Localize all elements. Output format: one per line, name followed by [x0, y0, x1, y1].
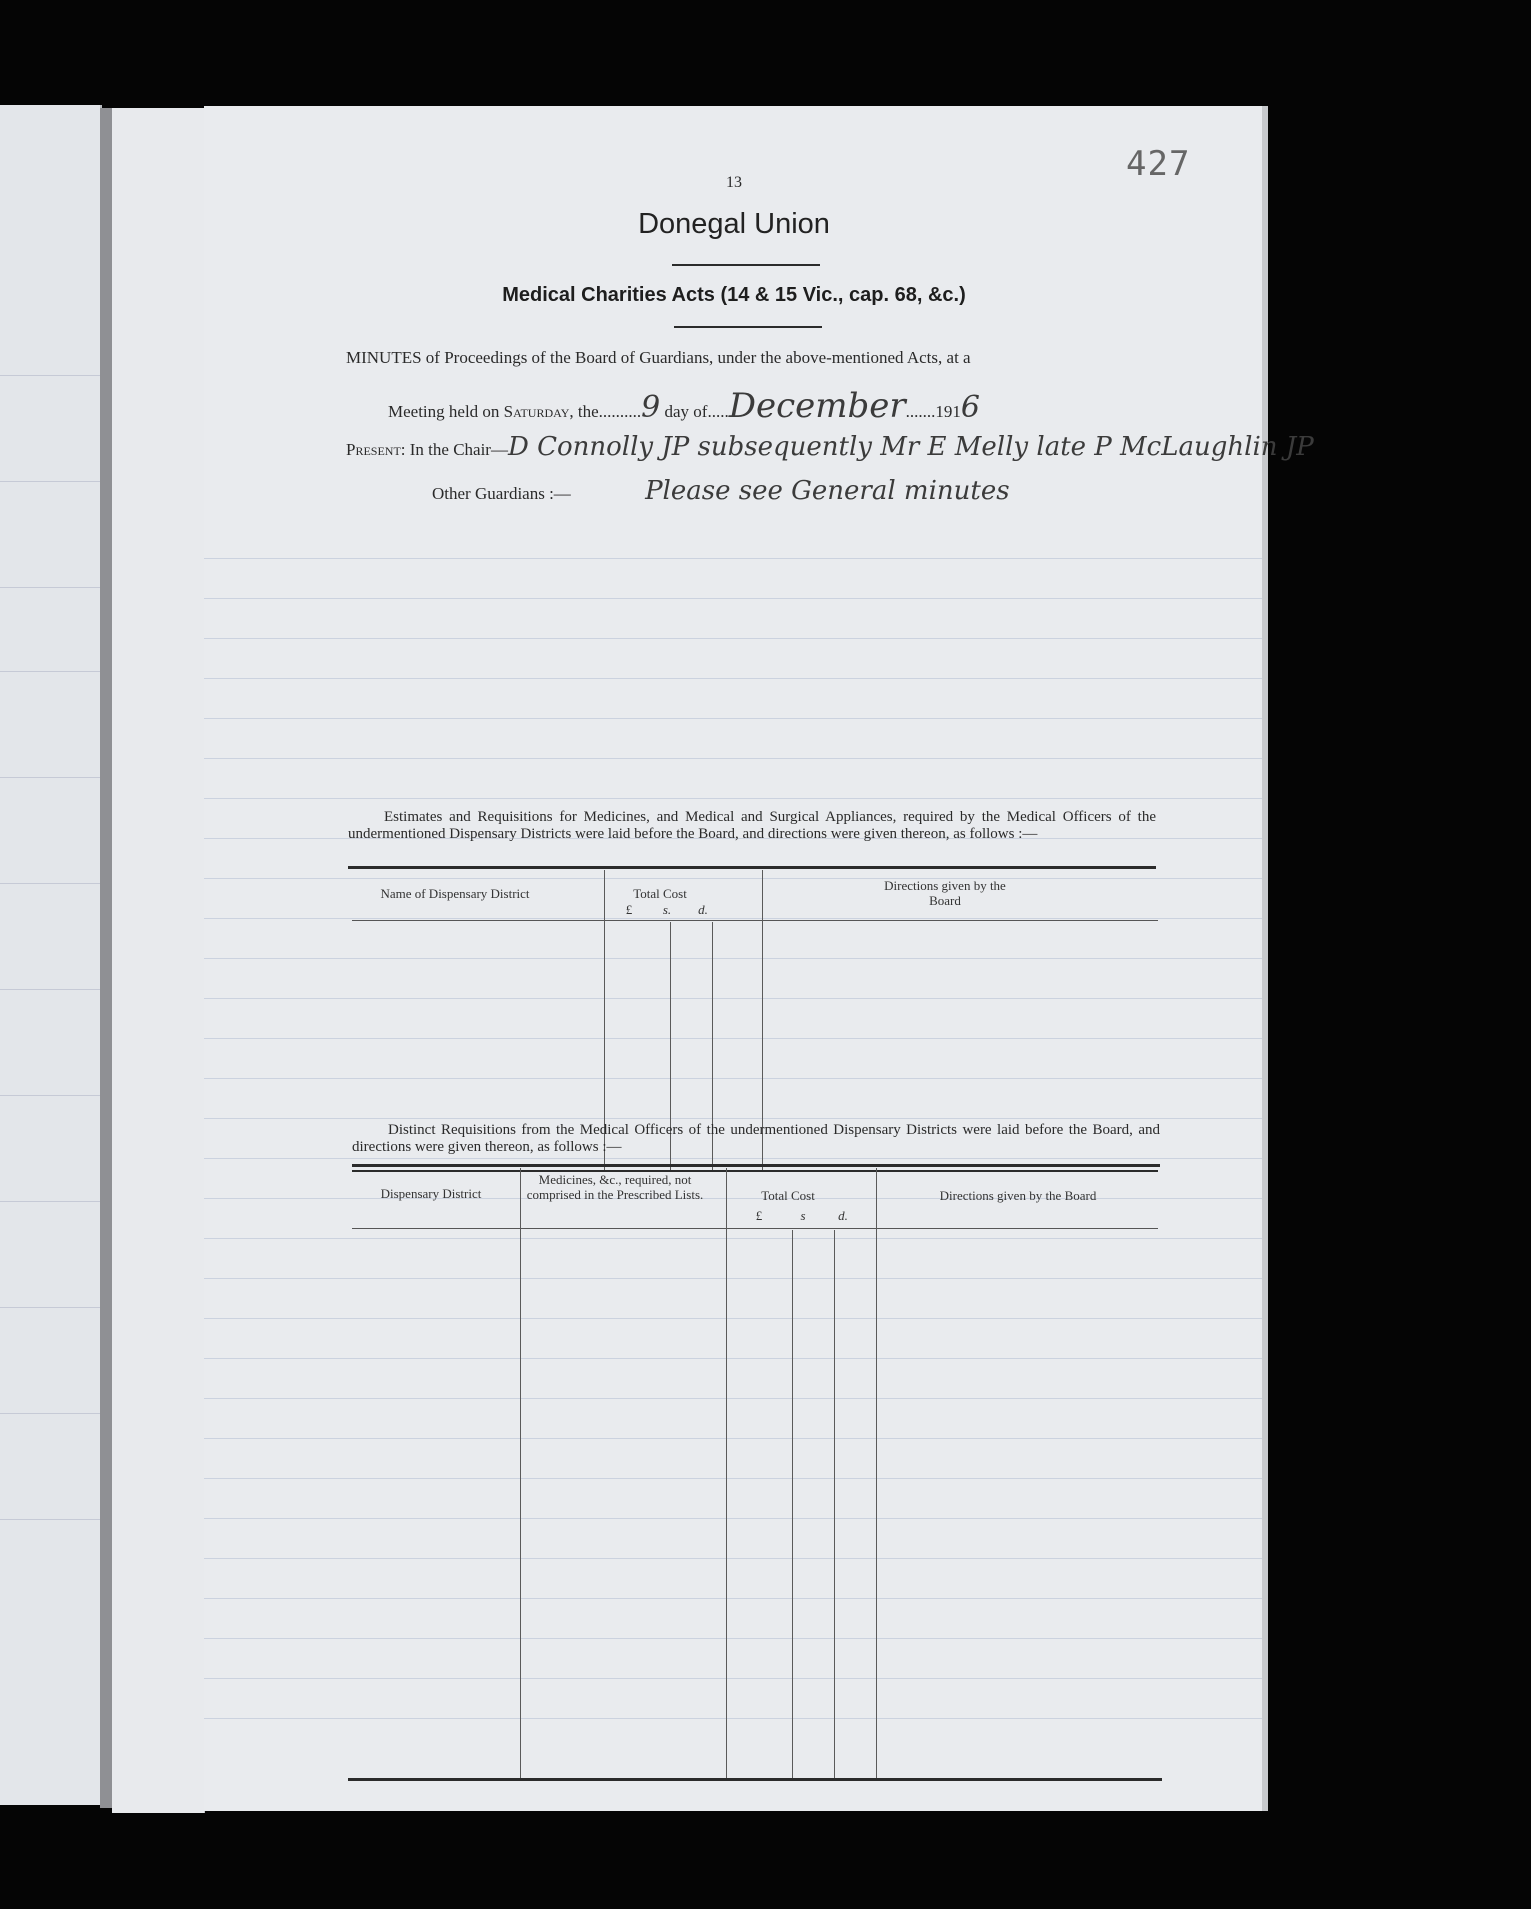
in-chair-label: : In the Chair—: [400, 440, 508, 459]
s1-col-pound: £: [625, 902, 633, 917]
s2-col-district: Dispensary District: [380, 1186, 482, 1201]
meeting-year-prefix: .......191: [905, 402, 961, 421]
s2-col-directions: Directions given by the Board: [939, 1188, 1097, 1203]
s2-divider: [726, 1168, 727, 1778]
s1-col-name: Name of Dispensary District: [380, 886, 530, 901]
s2-col-total: Total Cost: [761, 1188, 815, 1203]
ledger-page: [204, 106, 1314, 1811]
in-chair-value: D Connolly JP subsequently Mr E Melly late P McLaughlin JP: [507, 432, 1314, 462]
title-rule: [672, 264, 820, 266]
s1-header-rule: [352, 920, 1158, 921]
meeting-the: , the..........: [569, 402, 642, 421]
meeting-day-of: day of.....: [664, 402, 729, 421]
s2-bottom-rule: [348, 1778, 1162, 1781]
s1-col-total: Total Cost: [633, 886, 687, 901]
s1-col-directions: Directions given by the Board: [884, 878, 1006, 908]
present-line: [346, 432, 1314, 462]
s2-col-medicines: Medicines, &c., required, not comprised in the Prescribed Lists.: [526, 1172, 704, 1202]
other-guardians-value: Please see General minutes: [645, 476, 1010, 506]
s2-header-rule: [352, 1228, 1158, 1229]
page-title: Donegal Union: [638, 208, 830, 240]
section2-intro: Distinct Requisitions from the Medical Officers of the undermentioned Dispensary Districts were laid before the Board, and directions were given thereon, as follows :—: [352, 1122, 1160, 1155]
binding-strip: [112, 108, 205, 1813]
subtitle-rule: [674, 326, 822, 328]
s2-divider: [792, 1230, 793, 1778]
s2-col-pence: d.: [838, 1208, 848, 1223]
s2-divider: [834, 1230, 835, 1778]
meeting-line: [388, 386, 980, 426]
s1-col-shilling: s.: [662, 902, 672, 917]
meeting-prefix: Meeting held on: [388, 402, 500, 421]
s2-col-shilling: s: [800, 1208, 806, 1223]
section1-intro: Estimates and Requisitions for Medicines, and Medical and Surgical Appliances, required by the Medical Officers of the undermentioned Dispensary Districts were laid before the Board, and directions were given thereon, as follows :—: [348, 809, 1156, 842]
section1-top-rule: [348, 866, 1156, 869]
page-number: 13: [726, 174, 742, 191]
folio-number: 427: [1126, 144, 1191, 184]
other-guardians-label: Other Guardians :—: [432, 484, 571, 503]
meeting-month-value: December: [728, 386, 906, 426]
section2-top-rule: [352, 1164, 1160, 1167]
other-guardians-line: [432, 476, 1010, 506]
s2-divider: [520, 1168, 521, 1778]
book-gutter: [100, 108, 112, 1808]
acts-subtitle: Medical Charities Acts (14 & 15 Vic., cap. 68, &c.): [502, 284, 966, 306]
meeting-year-value: 6: [960, 390, 980, 425]
minutes-line: MINUTES of Proceedings of the Board of Guardians, under the above-mentioned Acts, at a: [346, 348, 971, 367]
meeting-day-word: Saturday: [503, 402, 570, 421]
meeting-day-value: 9: [641, 390, 661, 425]
present-label: Present: [346, 440, 401, 459]
s2-col-pound: £: [755, 1208, 763, 1223]
previous-page-edge: [0, 105, 102, 1805]
s2-divider: [876, 1168, 877, 1778]
s1-bottom-rule: [352, 1170, 1158, 1172]
s1-col-pence: d.: [698, 902, 708, 917]
